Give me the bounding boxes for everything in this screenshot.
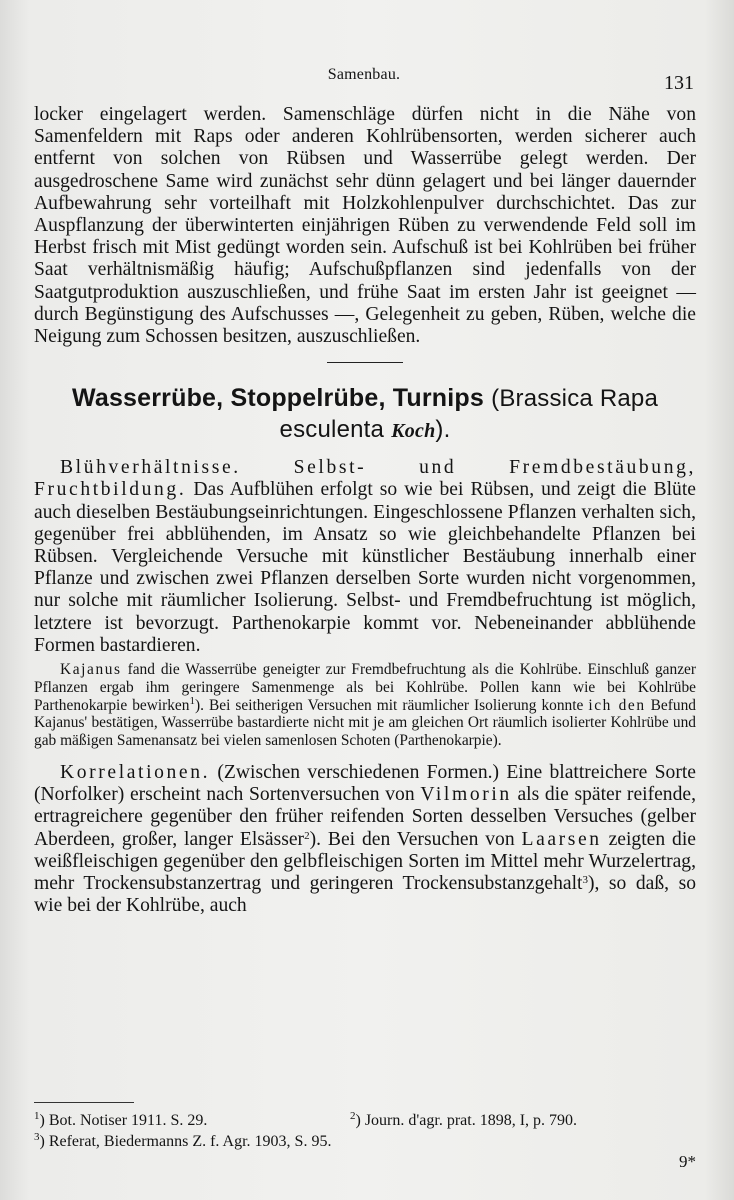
- small-print-text-b: ). Bei seitherigen Versuchen mit räumlicher Isolierung konnte: [194, 696, 584, 714]
- section-title-author: Koch: [391, 420, 436, 443]
- section-title-scientific-name: (Brassica Rapa esculenta: [279, 385, 659, 444]
- text-bluehverhaeltnisse: Das Aufblühen erfolgt so wie bei Rübsen, und zeigt die Blüte auch dieselben Bestäubungseinrichtungen. Eingeschlossene Pflanzen verhalten sich, gegenüber frei abblühenden, im Ansatz so wie gleichbehandelte Pflanzen bei Rübsen. Vergleichende Versuche mit künstlicher Bestäubung innerhalb einer Pflanze und zwischen zwei Pflanzen derselben Sorte wurden nicht vorgenommen, nur solche mit räumlicher Isolierung. Selbst- und Fremdbefruchtung ist möglich, letztere ist bevorzugt. Parthenokarpie kommt vor. Nebeneinander abblühende Formen bastardieren.: [34, 479, 696, 656]
- korrelationen-text-e: ), so daß, so wie bei der Kohlrübe, auch: [34, 873, 696, 917]
- footnote-1-text: ) Bot. Notiser 1911. S. 29.: [39, 1112, 208, 1129]
- footnote-ref-1: 1: [189, 694, 195, 707]
- name-kajanus: Kajanus: [60, 661, 122, 679]
- korrelationen-text-d: zeigten die weißfleischigen gegenüber den gelbfleischigen Sorten im Mittel mehr Wurzelertrag, mehr Trockensubstanzertrag und geringeren Trockensubstanzgehalt: [34, 828, 696, 895]
- korrelationen-text-a: Eine blattreichere Sorte (Norfolker) erscheint nach Sortenversuchen von: [34, 762, 697, 806]
- korrelationen-text-b: als die später reifende, ertragreichere gegenüber den früher reifenden Sorten desselben Versuches (gelber Aberdeen, großer, langer Elsässer: [34, 784, 696, 850]
- page-number: 131: [664, 72, 694, 94]
- footnote-2: [350, 1110, 577, 1131]
- section-divider: [327, 362, 403, 363]
- subheading-korrelationen: Korrelationen.: [60, 762, 211, 784]
- footnote-ref-3: 3: [582, 874, 588, 887]
- subheading-korrelationen-paren: (Zwischen verschiedenen Formen.): [217, 762, 500, 784]
- footnote-ref-2: 2: [304, 829, 310, 842]
- footnote-3-number: 3: [34, 1131, 40, 1143]
- small-print-text-a: fand die Wasserrübe geneigter zur Fremdbefruchtung als die Kohlrübe. Einschluß ganzer Pflanzen ergab ihm geringere Samenmenge als bei Kohlrübe. Pollen kann wie bei Kohlrübe Parthenokarpie bewirken: [34, 661, 696, 714]
- section-title-closing: ).: [435, 416, 451, 444]
- section-heading: [34, 383, 696, 447]
- name-vilmorin: Vilmorin: [420, 784, 512, 806]
- signature-mark: 9*: [679, 1152, 696, 1171]
- footnote-2-number: 2: [350, 1110, 356, 1122]
- running-title: Samenbau.: [327, 66, 401, 83]
- footnote-1-number: 1: [34, 1110, 40, 1122]
- paragraph-bluehverhaeltnisse: [34, 457, 696, 657]
- footnote-row: [34, 1110, 696, 1131]
- footnote-rule: [34, 1102, 134, 1103]
- korrelationen-text-c: ). Bei den Versuchen von: [309, 828, 515, 850]
- small-print-text-c: Befund Kajanus' bestätigen, Wasserrübe bastardierte nicht mit je am gleichen Ort räumlich isolierter Kohlrübe und gab mäßigen Samenansatz bei vielen samenlosen Schoten (Parthenokarpie).: [34, 696, 696, 750]
- footnotes: [34, 1110, 696, 1152]
- section-title-common-names: Wasserrübe, Stoppelrübe, Turnips: [71, 384, 484, 413]
- page-header: [34, 66, 694, 96]
- intro-paragraph: locker eingelagert werden. Samenschläge dürfen nicht in die Nähe von Samenfeldern mit Raps oder anderen Kohlrübensorten, werden sicherer auch entfernt von solchen von Rübsen und Wasserrübe gelegt werden. Der ausgedroschene Same wird zunächst sehr dünn gelagert und bei länger dauernder Aufbewahrung sehr vorteilhaft mit Holzkohlenpulver durchschichtet. Das zur Auspflanzung der überwinterten einjährigen Rüben zu verwendende Feld soll im Herbst frisch mit Mist gedüngt worden sein. Aufschuß ist bei Kohlrüben bei früher Saat verhältnismäßig häufig; Aufschußpflanzen sind jedenfalls von der Saatgutproduktion auszuschließen, und frühe Saat im ersten Jahr ist geeignet — durch Begünstigung des Aufschusses —, Gelegenheit zu geben, Rüben, welche die Neigung zum Schossen besitzen, auszuschließen.: [34, 104, 696, 348]
- small-print-spaced-phrase: ich den: [588, 696, 646, 714]
- paragraph-korrelationen: [34, 762, 696, 917]
- small-print-note: [34, 661, 696, 750]
- footnote-2-text: ) Journ. d'agr. prat. 1898, I, p. 790.: [355, 1112, 578, 1129]
- footnote-3-text: ) Referat, Biedermanns Z. f. Agr. 1903, S. 95.: [39, 1133, 332, 1150]
- name-laarsen: Laarsen: [521, 828, 602, 850]
- subheading-bluehverhaeltnisse: Blühverhältnisse. Selbst- und Fremdbestäubung, Fruchtbildung.: [34, 457, 696, 501]
- main-text: [34, 104, 696, 917]
- footnote-row: [34, 1131, 696, 1152]
- footnote-3: [34, 1131, 331, 1152]
- footnote-1: [34, 1110, 207, 1131]
